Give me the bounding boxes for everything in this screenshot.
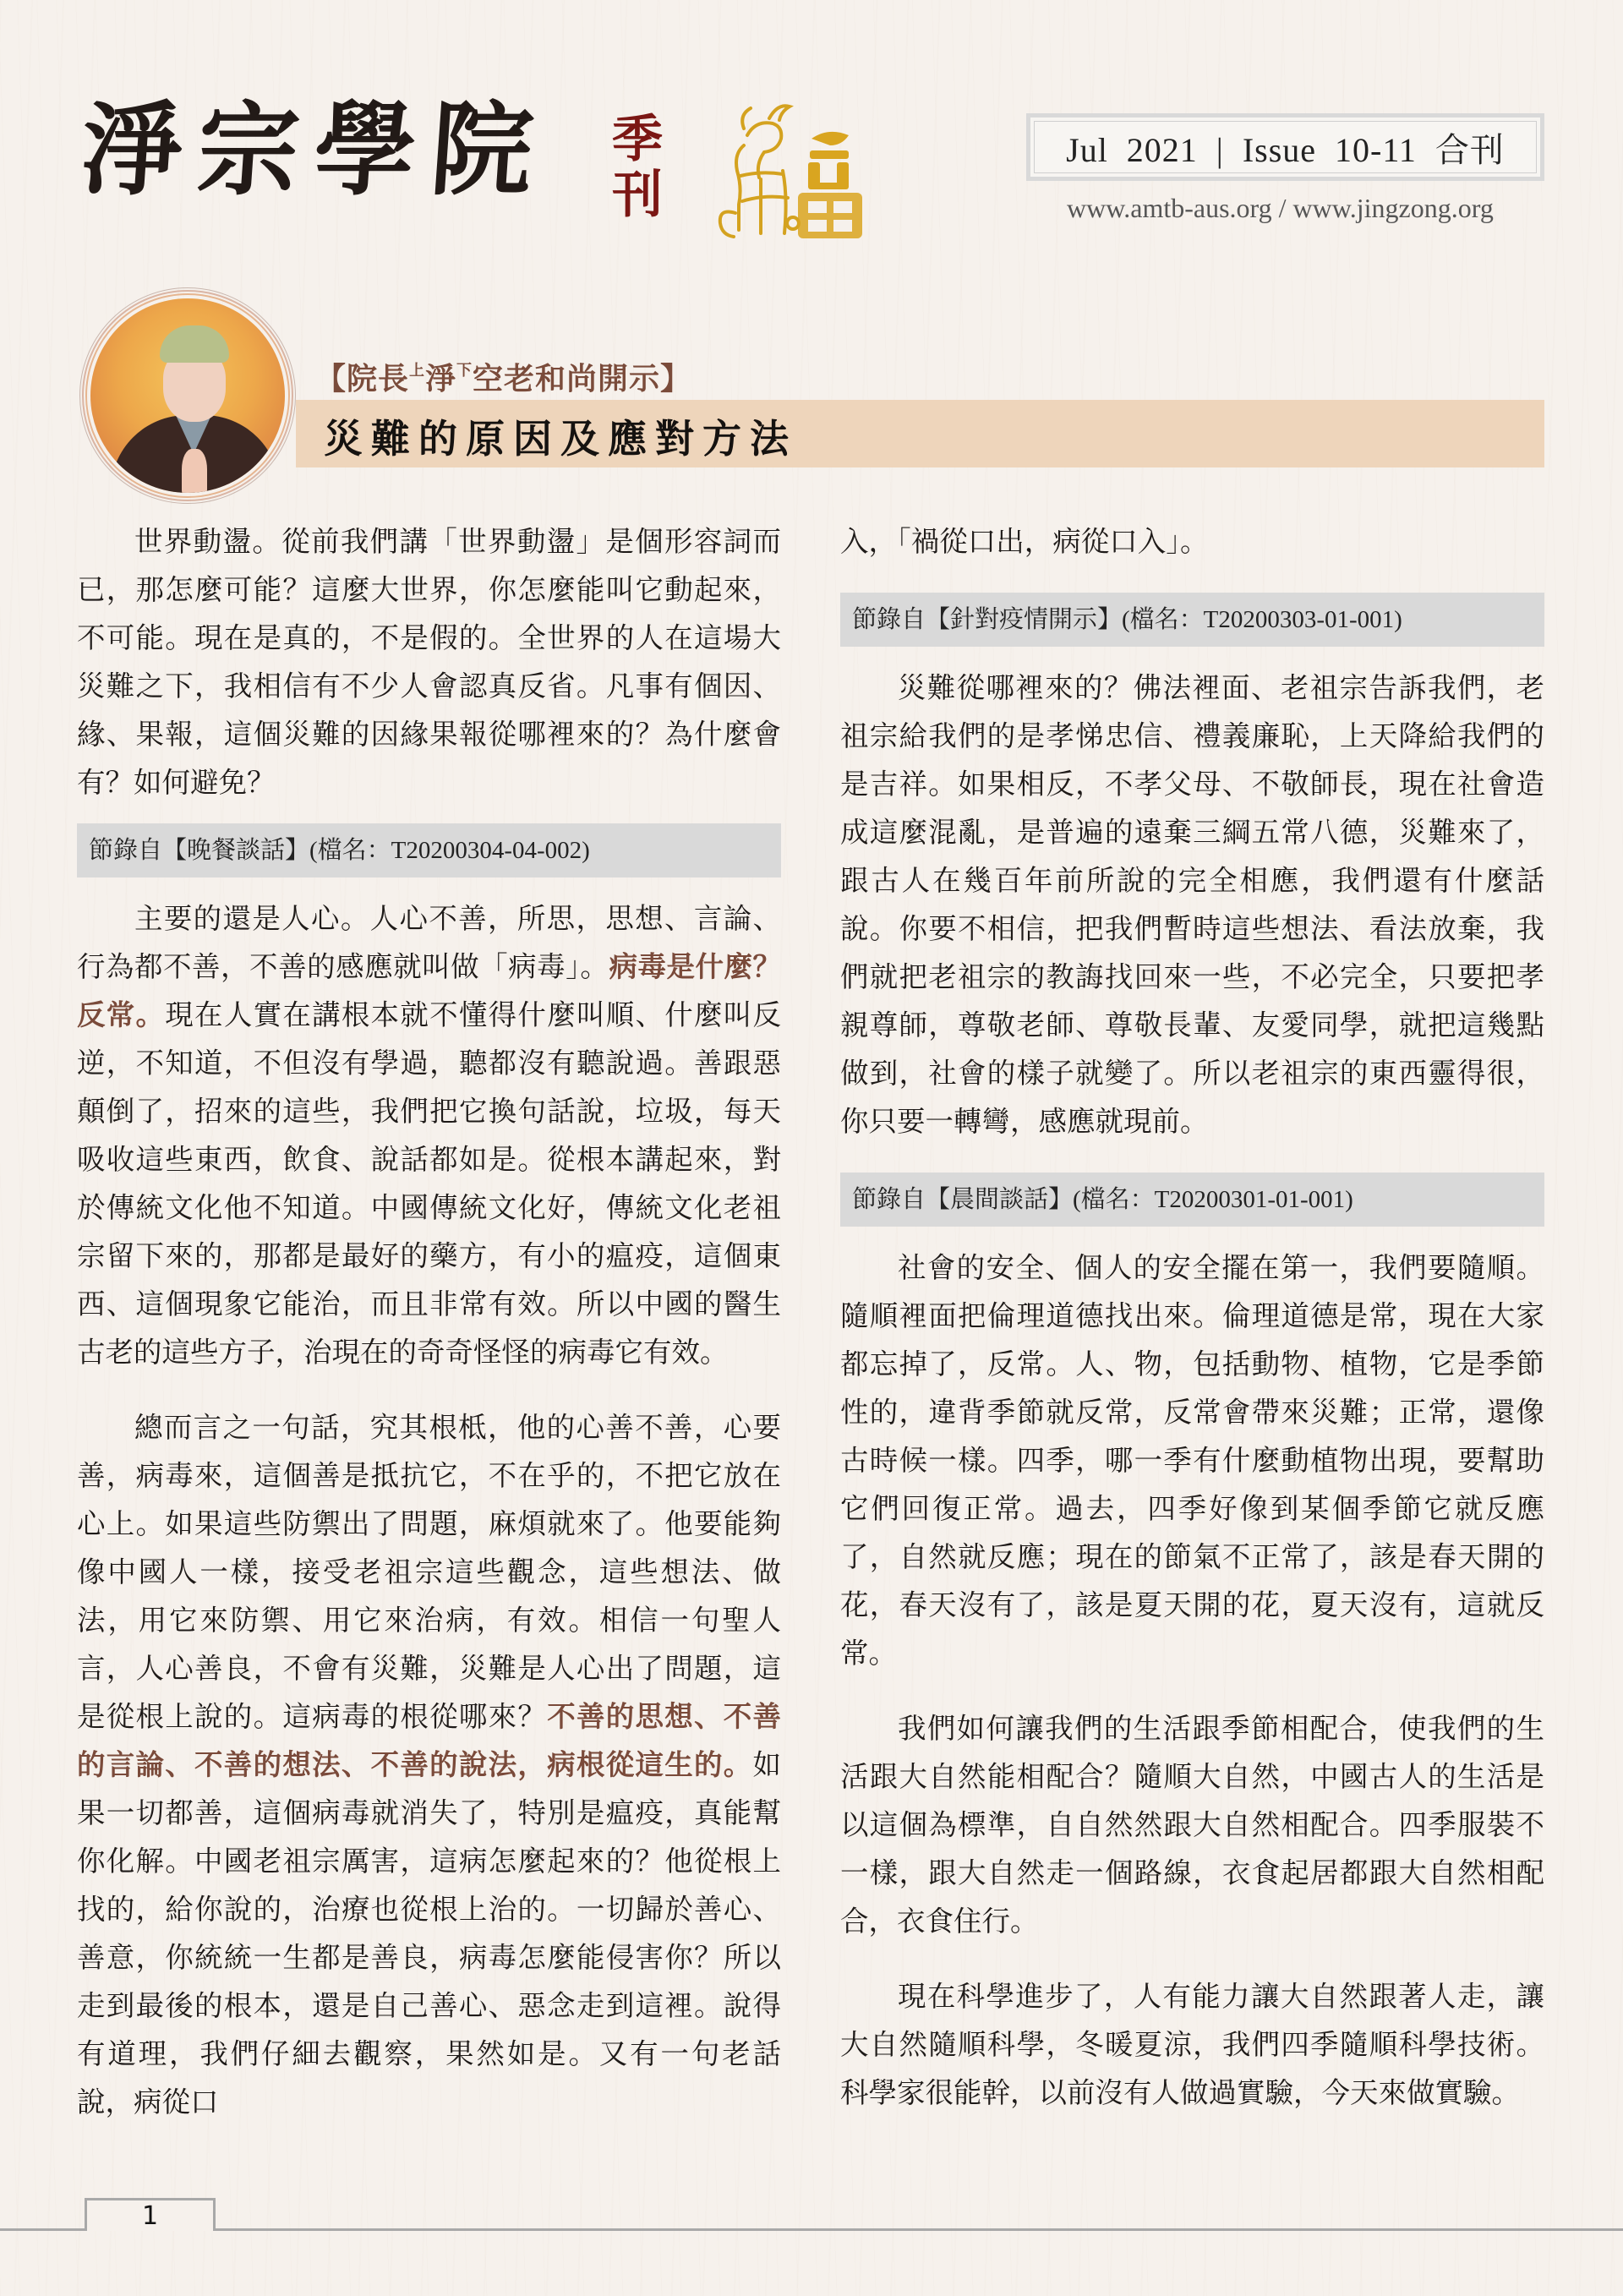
speaker-sup: 下: [456, 362, 473, 380]
speaker-label: [315, 355, 691, 398]
issue-badge: [1026, 113, 1544, 181]
speaker-prefix: 【院長: [315, 361, 410, 396]
left-column: [77, 517, 781, 2126]
paragraph: 世界動盪。從前我們講「世界動盪」是個形容詞而已，那怎麼可能？這麼大世界，你怎麼能叫它動起來，不可能。現在是真的，不是假的。全世界的人在這場大災難之下，我相信有不少人會認真反省。凡事有個因、緣、果報，這個災難的因緣果報從哪裡來的？為什麼會有？如何避免？: [77, 525, 781, 799]
page-number: 1: [85, 2198, 216, 2231]
issue-text: Jul 2021 | Issue 10-11 合刊: [1066, 130, 1505, 169]
paragraph: 現在科學進步了，人有能力讓大自然跟著人走，讓大自然隨順科學，冬暖夏涼，我們四季隨順科學技術。科學家很能幹，以前沒有人做過實驗，今天來做實驗。: [840, 1980, 1544, 2109]
footer-divider: [0, 2228, 1623, 2231]
speaker-sup: 上: [409, 362, 426, 380]
paragraph-text: 總而言之一句話，究其根柢，他的心善不善，心要善，病毒來，這個善是抵抗它，不在乎的，不把它放在心上。如果這些防禦出了問題，麻煩就來了。他要能夠像中國人一樣，接受老祖宗這些觀念，這些想法、做法，用它來防禦、用它來治病，有效。相信一句聖人言，人心善良，不會有災難，災難是人心出了問題，這是從根上說的。這病毒的根從哪來？: [77, 1411, 781, 1733]
paragraph-text: 現在人實在講根本就不懂得什麼叫順、什麼叫反逆，不知道，不但沒有學過，聽都沒有聽說過。善跟惡顛倒了，招來的這些，我們把它換句話說，垃圾，每天吸收這些東西，飲食、說話都如是。從根本講起來，對於傳統文化他不知道。中國傳統文化好，傳統文化老祖宗留下來的，那都是最好的藥方，有小的瘟疫，這個東西、這個現象它能治，而且非常有效。所以中國的醫生古老的這些方子，治現在的奇奇怪怪的病毒它有效。: [77, 998, 782, 1369]
masthead-subtitle: 季刊: [612, 110, 663, 225]
portrait-ring: [79, 287, 296, 504]
paragraph-text: 主要的還是人心。人心不善，所思，思想、言論、行為都不善，不善的感應就叫做「病毒」。: [77, 902, 781, 983]
masthead-title: 淨宗學院: [77, 90, 552, 210]
website-links[interactable]: www.amtb-aus.org / www.jingzong.org: [1067, 193, 1494, 223]
emphasis-text: 不善的思想、不善的言論、不善的想法、不善的說法，病根從這生的。: [77, 1700, 782, 1781]
paragraph: [77, 894, 781, 1376]
paragraph: 我們如何讓我們的生活跟季節相配合，使我們的生活跟大自然能相配合？隨順大自然，中國古人的生活是以這個為標準，自自然然跟大自然相配合。四季服裝不一樣，跟大自然走一個路線，衣食起居都跟大自然相配合，衣食住行。: [840, 1712, 1544, 1938]
paragraph: 入，「禍從口出，病從口入」。: [840, 525, 1209, 558]
source-box: 節錄自【晨間談話】(檔名：T20200301-01-001): [840, 1173, 1544, 1227]
right-column: [840, 517, 1544, 2117]
ox-fu-emblem-icon: [710, 95, 879, 247]
portrait-image: [82, 290, 293, 501]
source-box: 節錄自【晚餐談話】(檔名：T20200304-04-002): [77, 823, 781, 877]
article-title: 災難的原因及應對方法: [324, 416, 797, 462]
paragraph: 社會的安全、個人的安全擺在第一，我們要隨順。隨順裡面把倫理道德找出來。倫理道德是常，現在大家都忘掉了，反常。人、物，包括動物、植物，它是季節性的，違背季節就反常，反常會帶來災難；正常，還像古時候一樣。四季，哪一季有什麼動植物出現，要幫助它們回復正常。過去，四季好像到某個季節它就反應了，自然就反應；現在的節氣不正常了，該是春天開的花，春天沒有了，該是夏天開的花，夏天沒有，這就反常。: [840, 1251, 1544, 1670]
paragraph: [77, 1403, 781, 2126]
speaker-suffix: 空老和尚開示】: [473, 361, 692, 396]
speaker-name-1: 淨: [425, 361, 457, 396]
emphasis-text: 病毒是什麼？反常。: [77, 950, 782, 1031]
paragraph: 災難從哪裡來的？佛法裡面、老祖宗告訴我們，老祖宗給我們的是孝悌忠信、禮義廉恥，上天降給我們的是吉祥。如果相反，不孝父母、不敬師長，現在社會造成這麼混亂，是普遍的遠棄三綱五常八德，災難來了，跟古人在幾百年前所說的完全相應，我們還有什麼話說。你要不相信，把我們暫時這些想法、看法放棄，我們就把老祖宗的教誨找回來一些，不必完全，只要把孝親尊師，尊敬老師、尊敬長輩、友愛同學，就把這幾點做到，社會的樣子就變了。所以老祖宗的東西靈得很，你只要一轉彎，感應就現前。: [840, 671, 1544, 1138]
paragraph-text: 如果一切都善，這個病毒就消失了，特別是瘟疫，真能幫你化解。中國老祖宗厲害，這病怎麼起來的？他從根上找的，給你說的，治療也從根上治的。一切歸於善心、善意，你統統一生都是善良，病毒怎麼能侵害你？所以走到最後的根本，還是自己善心、惡念走到這裡。說得有道理，我們仔細去觀察，果然如是。又有一句老話說，病從口: [77, 1748, 781, 2118]
source-box: 節錄自【針對疫情開示】(檔名：T20200303-01-001): [840, 593, 1544, 647]
